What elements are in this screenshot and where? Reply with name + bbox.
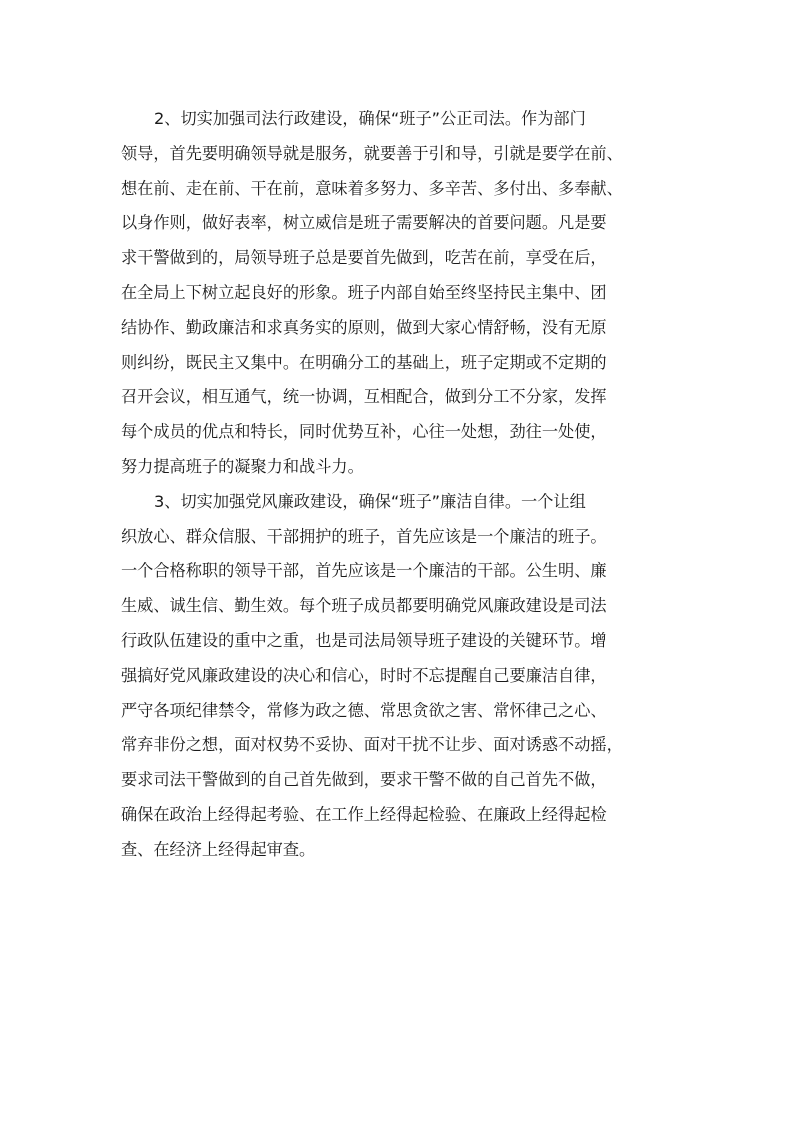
- paragraph-party-integrity: [121, 485, 681, 868]
- text-line: 生威、诚生信、勤生效。每个班子成员都要明确党风廉政建设是司法: [121, 596, 607, 616]
- text-line: 领导，首先要明确领导就是服务，就要善于引和导，引就是要学在前、: [121, 143, 623, 163]
- text-line: 2、切实加强司法行政建设，确保“班子”公正司法。作为部门: [154, 109, 586, 128]
- text-line: 想在前、走在前、干在前，意味着多努力、多辛苦、多付出、多奉献、: [121, 178, 623, 198]
- text-line: 则纠纷，既民主又集中。在明确分工的基础上，班子定期或不定期的: [121, 352, 607, 372]
- text-line: 努力提高班子的凝聚力和战斗力。: [121, 456, 364, 476]
- text-line: 常弃非份之想，面对权势不妥协、面对干扰不让步、面对诱惑不动摇，: [121, 735, 623, 755]
- text-line: 行政队伍建设的重中之重，也是司法局领导班子建设的关键环节。增: [121, 630, 607, 650]
- text-line: 结协作、勤政廉洁和求真务实的原则，做到大家心情舒畅，没有无原: [121, 317, 607, 337]
- text-line: 求干警做到的，局领导班子总是要首先做到，吃苦在前，享受在后，: [121, 248, 607, 268]
- text-line: 在全局上下树立起良好的形象。班子内部自始至终坚持民主集中、团: [121, 282, 607, 302]
- text-line: 严守各项纪律禁令，常修为政之德、常思贪欲之害、常怀律己之心、: [121, 700, 607, 720]
- text-line: 确保在政治上经得起考验、在工作上经得起检验、在廉政上经得起检: [121, 804, 607, 824]
- text-line: 召开会议，相互通气，统一协调，互相配合，做到分工不分家，发挥: [121, 387, 607, 407]
- text-line: 查、在经济上经得起审查。: [121, 839, 316, 859]
- text-line: 以身作则，做好表率，树立威信是班子需要解决的首要问题。凡是要: [121, 213, 607, 233]
- text-line: 强搞好党风廉政建设的决心和信心，时时不忘提醒自己要廉洁自律，: [121, 665, 607, 685]
- paragraph-judicial-administration: [121, 102, 681, 485]
- text-line: 3、切实加强党风廉政建设，确保“班子”廉洁自律。一个让组: [154, 491, 586, 511]
- text-line: 每个成员的优点和特长，同时优势互补，心往一处想，劲往一处使，: [121, 422, 607, 442]
- document-body: [121, 102, 681, 868]
- text-line: 织放心、群众信服、干部拥护的班子，首先应该是一个廉洁的班子。: [121, 526, 607, 546]
- text-line: 一个合格称职的领导干部，首先应该是一个廉洁的干部。公生明、廉: [121, 561, 607, 581]
- text-line: 要求司法干警做到的自己首先做到，要求干警不做的自己首先不做，: [121, 770, 607, 790]
